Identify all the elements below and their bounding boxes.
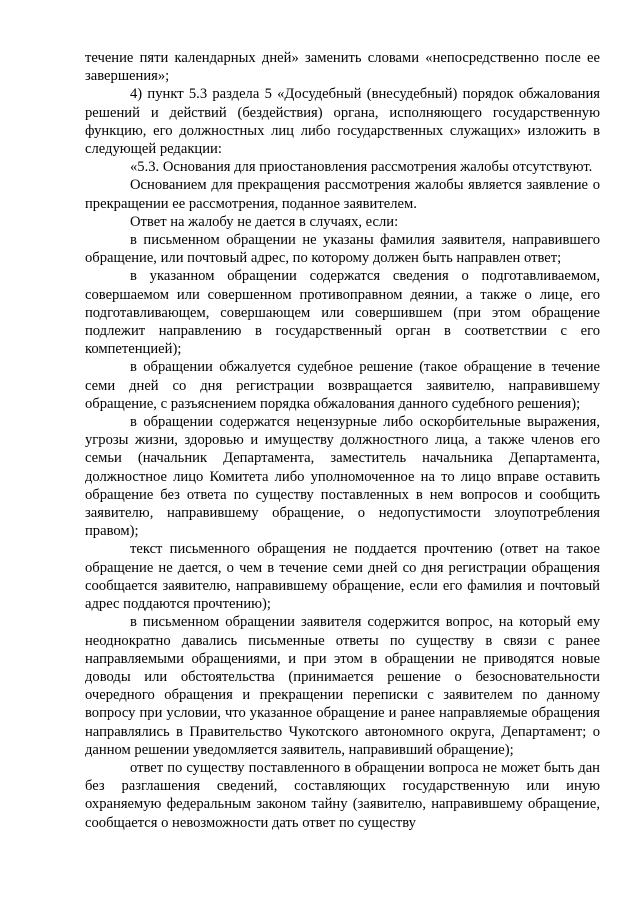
document-page (85, 49, 600, 832)
paragraph-item-4: 4) пункт 5.3 раздела 5 «Досудебный (внесудебный) порядок обжалования решений и действий (бездействия) органа, исполняющего государственную функцию, его должностных лиц либо государственных служащих» изложить в следующей редакции: (85, 86, 600, 158)
paragraph-no-answer-intro: Ответ на жалобу не дается в случаях, если: (130, 213, 399, 230)
paragraph-continuation: течение пяти календарных дней» заменить словами «непосредственно после ее завершения»; (85, 50, 600, 85)
paragraph-clause-5-3: «5.3. Основания для приостановления рассмотрения жалобы отсутствуют. (130, 159, 593, 176)
paragraph-termination-grounds: Основанием для прекращения рассмотрения жалобы является заявление о прекращении ее рассмотрения, поданное заявителем. (85, 177, 600, 212)
paragraph-case-obscene: в обращении содержатся нецензурные либо оскорбительные выражения, угрозы жизни, здоровью и имуществу должностного лица, а также членов его семьи (начальник Департамента, заместитель начальника Департамента, должностное лицо Комитета либо уполномоченное на то лицо вправе оставить обращение без ответа по существу поставленных в нем вопросов и сообщить заявителю, направившему обращение, о недопустимости злоупотребления правом); (85, 414, 600, 540)
paragraph-case-no-name: в письменном обращении не указаны фамилия заявителя, направившего обращение, или почтовый адрес, по которому должен быть направлен ответ; (85, 232, 600, 267)
paragraph-case-court-decision: в обращении обжалуется судебное решение (такое обращение в течение семи дней со дня регистрации возвращается заявителю, направившему обращение, с разъяснением порядка обжалования данного судебного решения); (85, 359, 600, 412)
paragraph-case-secret: ответ по существу поставленного в обращении вопроса не может быть дан без разглашения сведений, составляющих государственную или иную охраняемую федеральным законом тайну (заявителю, направившему обращение, сообщается о невозможности дать ответ по существу (85, 759, 600, 831)
paragraph-case-unlawful-act: в указанном обращении содержатся сведения о подготавливаемом, совершаемом или совершенном противоправном деянии, а также о лице, его подготавливающем, совершающем или совершившем (при этом обращение подлежит направлению в государственный орган в соответствии с его компетенцией); (85, 268, 600, 358)
paragraph-case-repeated: в письменном обращении заявителя содержится вопрос, на который ему неоднократно давались письменные ответы по существу в связи с ранее направляемыми обращениями, и при этом в обращении не приводятся новые доводы или обстоятельства (принимается решение о безосновательности очередного обращения и прекращении переписки с заявителем по данному вопросу при условии, что указанное обращение и ранее направляемые обращения направлялись в Правительство Чукотского автономного округа, Департамент; о данном решении уведомляется заявитель, направивший обращение); (85, 614, 600, 758)
paragraph-case-unreadable: текст письменного обращения не поддается прочтению (ответ на такое обращение не дается, о чем в течение семи дней со дня регистрации обращения сообщается заявителю, направившему обращение, если его фамилия и почтовый адрес поддаются прочтению); (85, 541, 600, 613)
